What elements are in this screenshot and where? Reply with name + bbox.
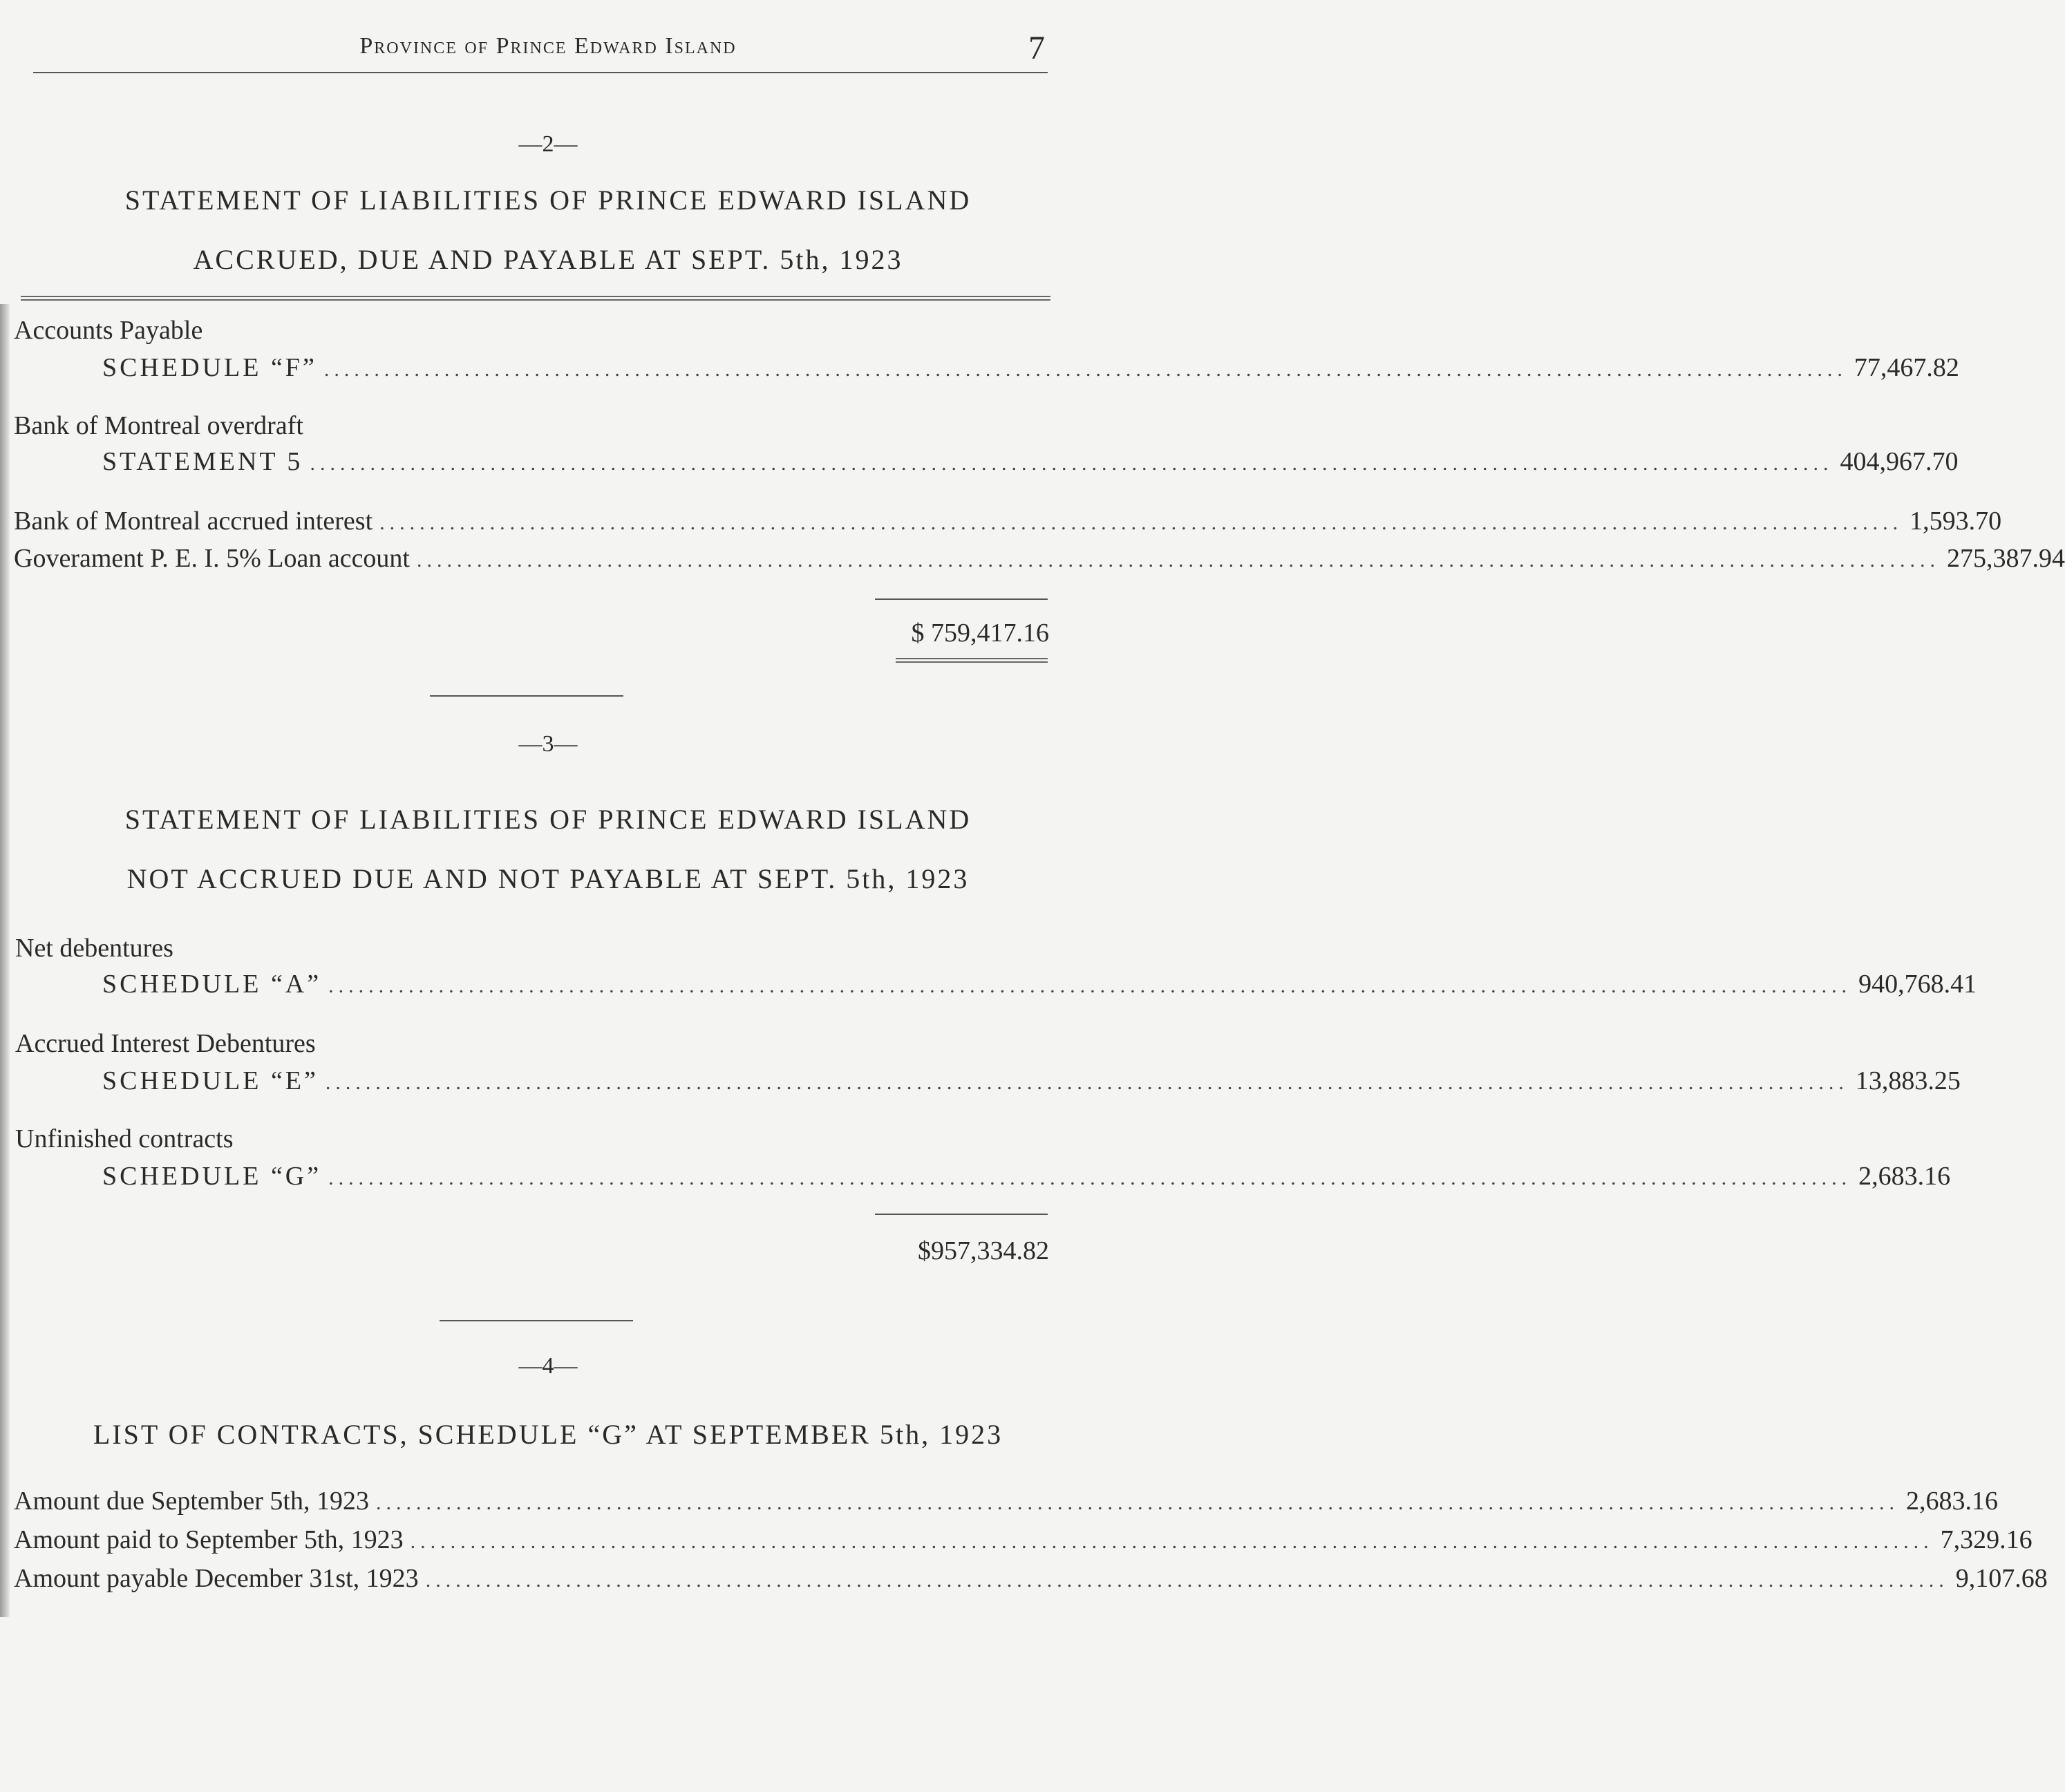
net-debentures-amount: 940,768.41 bbox=[1858, 970, 1977, 999]
section-3-heading-line2: NOT ACCRUED DUE AND NOT PAYABLE AT SEPT. 5th, 1923 bbox=[126, 863, 970, 894]
amount-payable-line bbox=[14, 1563, 2048, 1594]
section-3-number: —3— bbox=[518, 731, 578, 757]
bank-accrued-interest-line bbox=[14, 506, 2002, 536]
accrued-interest-debentures-caption: Accrued Interest Debentures bbox=[15, 1029, 316, 1058]
bank-overdraft-statement-label: STATEMENT 5 bbox=[102, 447, 303, 476]
accounts-payable-caption: Accounts Payable bbox=[14, 316, 203, 345]
unfinished-contracts-line bbox=[102, 1161, 1951, 1191]
leader-dots: ........................................................................................................................................................ bbox=[410, 1530, 1934, 1553]
leader-dots: ........................................................................................................................................................ bbox=[375, 1491, 1899, 1514]
government-loan-amount: 275,387.94 bbox=[1947, 544, 2065, 573]
accounts-payable-line bbox=[102, 352, 1959, 383]
page-number: 7 bbox=[1028, 30, 1045, 66]
unfinished-contracts-amount: 2,683.16 bbox=[1858, 1162, 1951, 1191]
amount-due-label: Amount due September 5th, 1923 bbox=[14, 1487, 369, 1516]
bank-accrued-interest-amount: 1,593.70 bbox=[1910, 507, 2002, 536]
section-3-total: $957,334.82 bbox=[918, 1236, 1049, 1265]
leader-dots: ........................................................................................................................................................ bbox=[417, 549, 1940, 572]
header-rule bbox=[33, 72, 1048, 73]
amount-due-amount: 2,683.16 bbox=[1905, 1487, 1998, 1516]
amount-due-line bbox=[14, 1486, 1998, 1516]
unfinished-contracts-caption: Unfinished contracts bbox=[15, 1124, 234, 1153]
bank-overdraft-line bbox=[102, 446, 1959, 477]
amount-payable-amount: 9,107.68 bbox=[1955, 1564, 2048, 1593]
leader-dots: ........................................................................................................................................................ bbox=[328, 1167, 1852, 1189]
section-2-heading-rule bbox=[21, 296, 1050, 301]
section-3-heading-line1: STATEMENT OF LIABILITIES OF PRINCE EDWARD ISLAND bbox=[124, 804, 972, 835]
government-loan-line bbox=[14, 543, 2065, 574]
leader-dots: ........................................................................................................................................................ bbox=[379, 511, 1903, 534]
net-debentures-schedule-label: SCHEDULE “A” bbox=[102, 970, 322, 999]
amount-paid-line bbox=[14, 1525, 2033, 1555]
bank-accrued-interest-label: Bank of Montreal accrued interest bbox=[14, 507, 373, 536]
section-4-number: —4— bbox=[518, 1353, 578, 1379]
section-2-heading-line2: ACCRUED, DUE AND PAYABLE AT SEPT. 5th, 1923 bbox=[193, 244, 903, 275]
unfinished-contracts-schedule-label: SCHEDULE “G” bbox=[102, 1162, 322, 1191]
amount-paid-label: Amount paid to September 5th, 1923 bbox=[14, 1525, 404, 1554]
amount-paid-amount: 7,329.16 bbox=[1940, 1525, 2033, 1554]
accrued-interest-debentures-line bbox=[102, 1066, 1961, 1096]
net-debentures-line bbox=[102, 969, 1977, 999]
section-3-sum-rule bbox=[875, 1214, 1048, 1215]
section-2-number: —2— bbox=[518, 131, 578, 157]
leader-dots: ........................................................................................................................................................ bbox=[325, 1071, 1849, 1094]
government-loan-label: Goverament P. E. I. 5% Loan account bbox=[14, 544, 410, 573]
accounts-payable-schedule-label: SCHEDULE “F” bbox=[102, 353, 317, 382]
leader-dots: ........................................................................................................................................................ bbox=[328, 974, 1852, 997]
leader-dots: ........................................................................................................................................................ bbox=[310, 452, 1833, 475]
bank-overdraft-amount: 404,967.70 bbox=[1840, 447, 1959, 476]
section-2-sum-rule bbox=[875, 598, 1048, 600]
net-debentures-caption: Net debentures bbox=[15, 934, 173, 963]
accounts-payable-amount: 77,467.82 bbox=[1854, 353, 1959, 382]
section-2-heading-line1: STATEMENT OF LIABILITIES OF PRINCE EDWARD ISLAND bbox=[124, 185, 972, 216]
section-2-total-double-rule bbox=[896, 658, 1048, 663]
bank-overdraft-caption: Bank of Montreal overdraft bbox=[14, 411, 303, 440]
section-divider bbox=[430, 695, 623, 697]
accrued-interest-debentures-amount: 13,883.25 bbox=[1855, 1066, 1961, 1095]
amount-payable-label: Amount payable December 31st, 1923 bbox=[14, 1564, 419, 1593]
running-title: Province of Prince Edward Island bbox=[359, 33, 737, 59]
section-4-heading: LIST OF CONTRACTS, SCHEDULE “G” AT SEPTEMBER 5th, 1923 bbox=[93, 1419, 1003, 1450]
section-2-total: $ 759,417.16 bbox=[911, 619, 1049, 648]
leader-dots: ........................................................................................................................................................ bbox=[425, 1569, 1949, 1592]
leader-dots: ........................................................................................................................................................ bbox=[323, 358, 1847, 381]
section-divider bbox=[440, 1320, 633, 1321]
accrued-interest-debentures-schedule-label: SCHEDULE “E” bbox=[102, 1066, 319, 1095]
